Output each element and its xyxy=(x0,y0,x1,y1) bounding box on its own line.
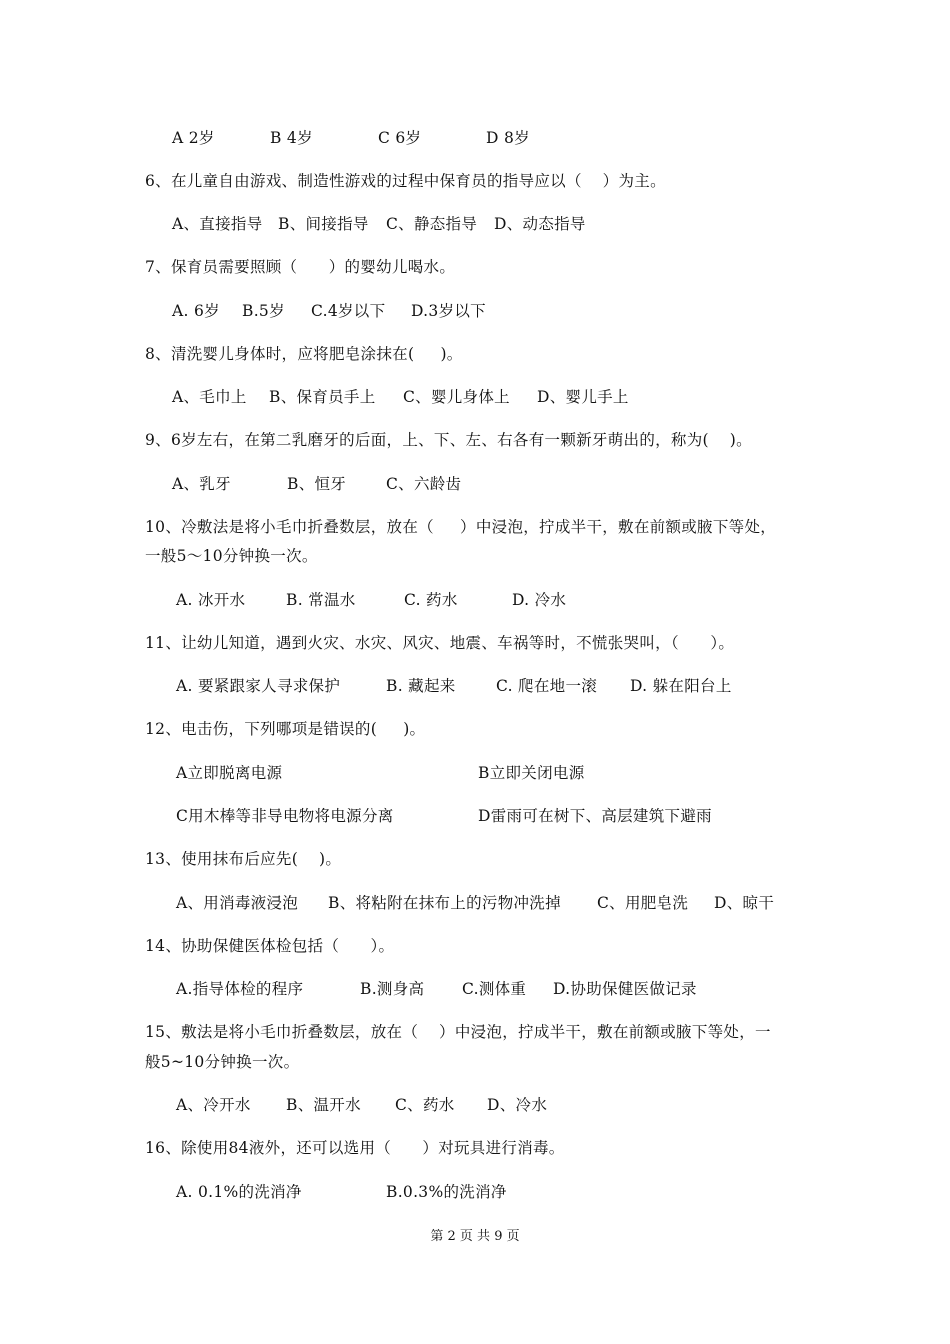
q9-options xyxy=(0,474,950,494)
q12-stem: 12、电击伤，下列哪项是错误的( )。 xyxy=(145,720,426,738)
q7-options xyxy=(0,301,950,321)
q6-option-b: B、间接指导 xyxy=(278,215,369,233)
q11-option-b: B. 藏起来 xyxy=(386,677,456,695)
q11-stem: 11、让幼儿知道，遇到火灾、水灾、风灾、地震、车祸等时，不慌张哭叫，（ ）。 xyxy=(145,634,735,652)
q5-options xyxy=(0,128,950,148)
q13-option-a: A、用消毒液浸泡 xyxy=(176,894,299,912)
q7-stem: 7、保育员需要照顾（ ）的婴幼儿喝水。 xyxy=(145,258,456,276)
q10-options xyxy=(0,590,950,610)
q6-option-d: D、动态指导 xyxy=(494,215,586,233)
q5-option-a: A 2岁 xyxy=(172,129,215,147)
q9-option-a: A、乳牙 xyxy=(172,475,231,493)
q12-option-c: C用木棒等非导电物将电源分离 xyxy=(176,807,394,825)
q10-option-b: B. 常温水 xyxy=(286,591,356,609)
q16-option-b: B.0.3%的洗消净 xyxy=(386,1183,507,1201)
q13-stem: 13、使用抹布后应先( )。 xyxy=(145,850,342,868)
q14-option-a: A.指导体检的程序 xyxy=(176,980,304,998)
q5-option-c: C 6岁 xyxy=(378,129,422,147)
q16-stem: 16、除使用84液外，还可以选用（ ）对玩具进行消毒。 xyxy=(145,1139,565,1157)
q12-option-a: A立即脱离电源 xyxy=(176,764,283,782)
q11-options xyxy=(0,676,950,696)
q14-stem: 14、协助保健医体检包括（ ）。 xyxy=(145,937,395,955)
q8-option-a: A、毛巾上 xyxy=(172,388,247,406)
q15-option-b: B、温开水 xyxy=(286,1096,361,1114)
q7-option-b: B.5岁 xyxy=(242,302,285,320)
q8-option-c: C、婴儿身体上 xyxy=(403,388,510,406)
q14-option-d: D.协助保健医做记录 xyxy=(553,980,697,998)
q8-options xyxy=(0,387,950,407)
q6-options xyxy=(0,214,950,234)
q14-option-b: B.测身高 xyxy=(360,980,425,998)
q10-option-d: D. 冷水 xyxy=(512,591,567,609)
q11-option-d: D. 躲在阳台上 xyxy=(630,677,732,695)
q15-option-a: A、冷开水 xyxy=(176,1096,251,1114)
q9-option-b: B、恒牙 xyxy=(287,475,347,493)
q9-option-c: C、六龄齿 xyxy=(386,475,462,493)
page-footer: 第 2 页 共 9 页 xyxy=(430,1229,520,1244)
q11-option-c: C. 爬在地一滚 xyxy=(496,677,598,695)
q16-option-a: A. 0.1%的洗消净 xyxy=(176,1183,302,1201)
q15-option-c: C、药水 xyxy=(395,1096,455,1114)
q10-stem-line1: 10、冷敷法是将小毛巾折叠数层，放在（ ）中浸泡，拧成半干，敷在前额或腋下等处， xyxy=(145,518,777,536)
q14-option-c: C.测体重 xyxy=(462,980,527,998)
q10-option-c: C. 药水 xyxy=(404,591,458,609)
q5-option-d: D 8岁 xyxy=(486,129,530,147)
q8-option-d: D、婴儿手上 xyxy=(537,388,629,406)
q14-options xyxy=(0,979,950,999)
q7-option-d: D.3岁以下 xyxy=(411,302,486,320)
q13-option-d: D、晾干 xyxy=(714,894,775,912)
q15-stem-line2: 般5~10分钟换一次。 xyxy=(145,1053,300,1071)
q13-option-b: B、将粘附在抹布上的污物冲洗掉 xyxy=(328,894,561,912)
q7-option-a: A. 6岁 xyxy=(172,302,220,320)
q12-options-row2 xyxy=(0,806,950,826)
q16-options xyxy=(0,1182,950,1202)
q12-option-b: B立即关闭电源 xyxy=(478,764,585,782)
q9-stem: 9、6岁左右，在第二乳磨牙的后面，上、下、左、右各有一颗新牙萌出的，称为( )。 xyxy=(145,431,752,449)
q15-option-d: D、冷水 xyxy=(487,1096,548,1114)
q11-option-a: A. 要紧跟家人寻求保护 xyxy=(176,677,341,695)
q15-options xyxy=(0,1095,950,1115)
q8-option-b: B、保育员手上 xyxy=(269,388,376,406)
q12-options-row1 xyxy=(0,763,950,783)
q6-option-a: A、直接指导 xyxy=(172,215,263,233)
q13-option-c: C、用肥皂洗 xyxy=(597,894,689,912)
q12-option-d: D雷雨可在树下、高层建筑下避雨 xyxy=(478,807,712,825)
q7-option-c: C.4岁以下 xyxy=(311,302,386,320)
q6-option-c: C、静态指导 xyxy=(386,215,478,233)
q13-options xyxy=(0,893,950,913)
q10-stem-line2: 一般5～10分钟换一次。 xyxy=(145,547,318,565)
q15-stem-line1: 15、敷法是将小毛巾折叠数层，放在（ ）中浸泡，拧成半干，敷在前额或腋下等处，一 xyxy=(145,1023,771,1041)
q6-stem: 6、在儿童自由游戏、制造性游戏的过程中保育员的指导应以（ ）为主。 xyxy=(145,172,666,190)
q10-option-a: A. 冰开水 xyxy=(176,591,246,609)
q8-stem: 8、清洗婴儿身体时，应将肥皂涂抹在( )。 xyxy=(145,345,463,363)
q5-option-b: B 4岁 xyxy=(270,129,313,147)
